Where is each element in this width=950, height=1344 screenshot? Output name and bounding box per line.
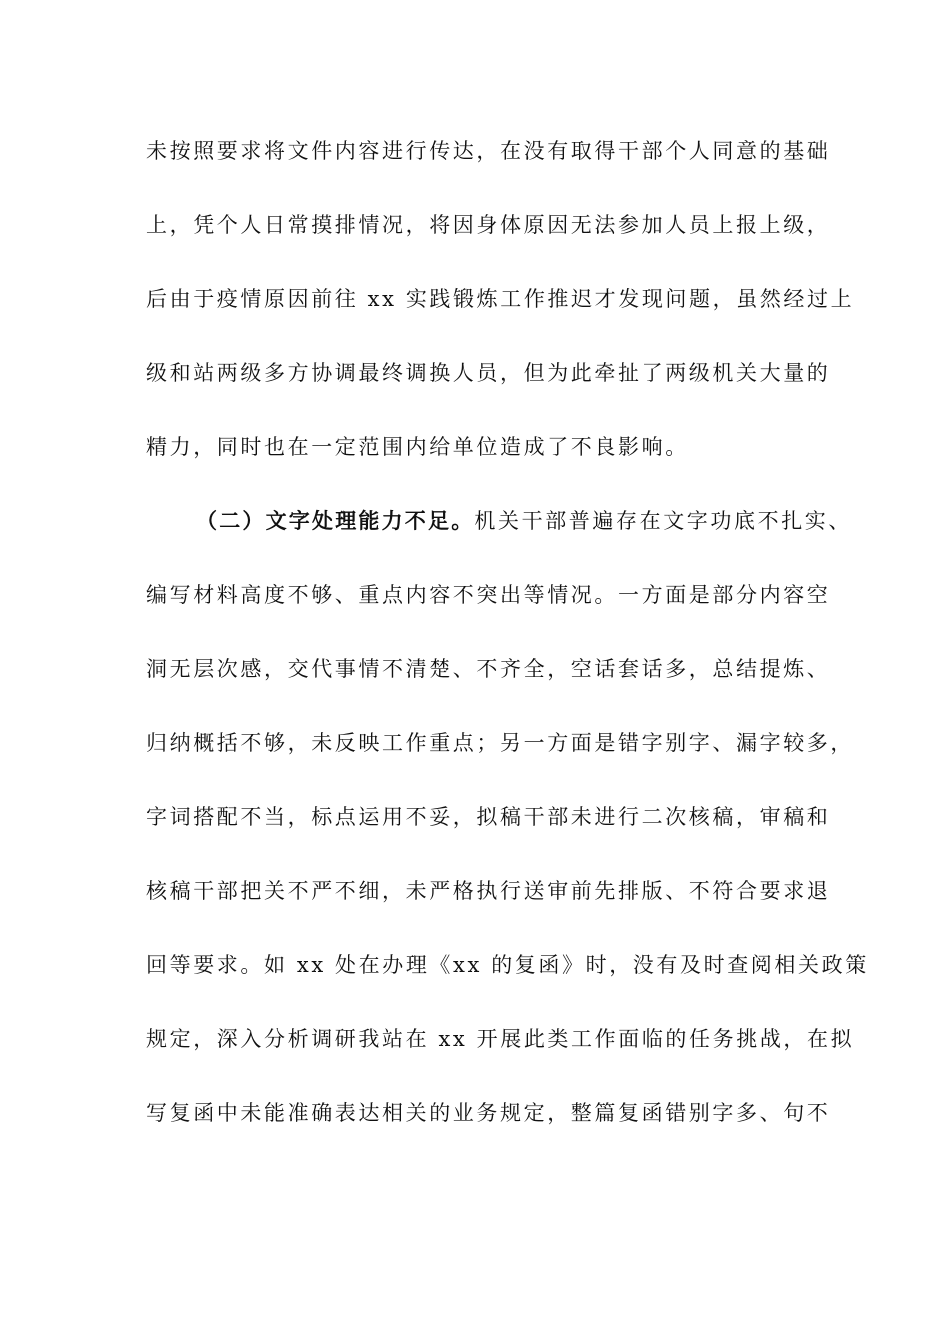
document-body	[146, 130, 869, 1166]
paragraph-first-line	[146, 500, 853, 574]
text-line: 级和站两级多方协调最终调换人员，但为此牵扯了两级机关大量的	[146, 361, 831, 385]
text-line: 字词搭配不当，标点运用不妥，拟稿干部未进行二次核稿，审稿和	[146, 805, 831, 829]
text-line: 规定，深入分析调研我站在 xx 开展此类工作面临的任务挑战，在拟	[146, 1027, 855, 1051]
paragraph-1	[146, 130, 855, 500]
text-line: 未按照要求将文件内容进行传达，在没有取得干部个人同意的基础	[146, 139, 831, 163]
section-heading: （二）文字处理能力不足。	[196, 509, 475, 533]
paragraph-2	[146, 500, 869, 1166]
text-line: 精力，同时也在一定范围内给单位造成了不良影响。	[146, 435, 689, 459]
text-line: 洞无层次感，交代事情不清楚、不齐全，空话套话多，总结提炼、	[146, 657, 831, 681]
text-line: 回等要求。如 xx 处在办理《xx 的复函》时，没有及时查阅相关政策	[146, 953, 869, 977]
text-run: 机关干部普遍存在文字功底不扎实、	[474, 509, 853, 533]
text-line: 归纳概括不够，未反映工作重点；另一方面是错字别字、漏字较多，	[146, 731, 854, 755]
text-line: 上，凭个人日常摸排情况，将因身体原因无法参加人员上报上级，	[146, 213, 831, 237]
text-line: 核稿干部把关不严不细，未严格执行送审前先排版、不符合要求退	[146, 879, 831, 903]
text-line: 后由于疫情原因前往 xx 实践锻炼工作推迟才发现问题，虽然经过上	[146, 287, 855, 311]
text-line: 写复函中未能准确表达相关的业务规定，整篇复函错别字多、句不	[146, 1101, 831, 1125]
text-line: 编写材料高度不够、重点内容不突出等情况。一方面是部分内容空	[146, 583, 831, 607]
